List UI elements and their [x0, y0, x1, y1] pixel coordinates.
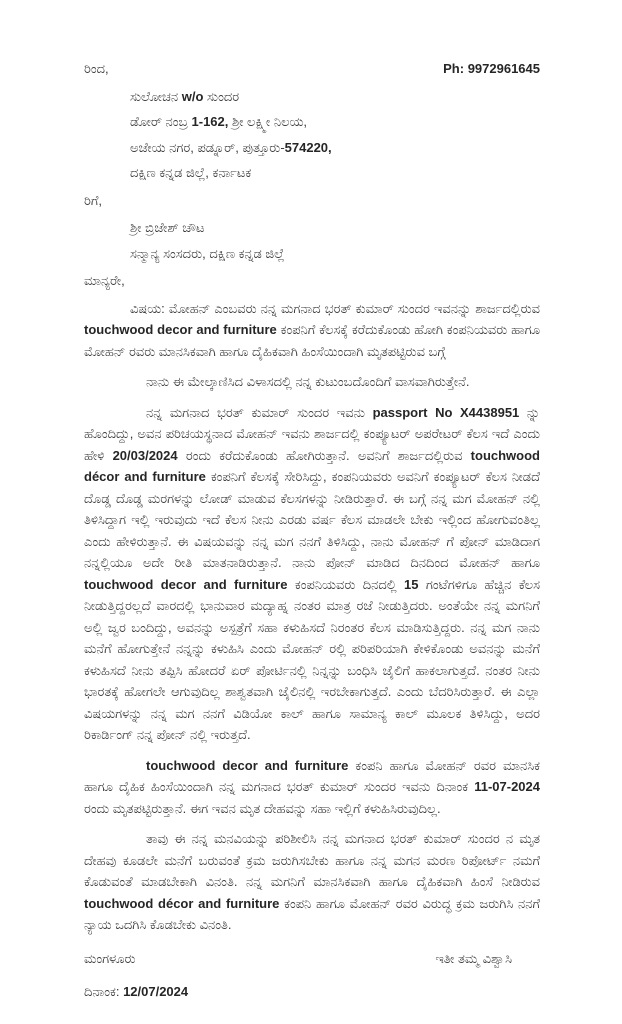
from-label: ರಿಂದ, [84, 61, 109, 76]
residence-paragraph: ನಾನು ಈ ಮೇಲ್ಕಾಣಿಸಿದ ವಿಳಾಸದಲ್ಲಿ ನನ್ನ ಕುಟುಂಬದೊಂದಿಗೆ ವಾಸವಾಗಿರುತ್ತೇನೆ. [146, 374, 470, 389]
to-label: ರಿಗೆ, [84, 192, 103, 208]
salutation: ಮಾನ್ಯರೇ, [84, 273, 125, 288]
recipient-name: ಶ್ರೀ ಬ್ರಿಜೇಶ್ ಚೌಟ [130, 220, 205, 235]
phone-number: Ph: 9972961645 [443, 61, 540, 76]
sender-name-line: ಸುಲೋಚನ w/o ಸುಂದರ [130, 88, 240, 104]
subject-paragraph: ವಿಷಯ: ಮೋಹನ್ ಎಂಬವರು ನನ್ನ ಮಗನಾದ ಭರತ್ ಕುಮಾರ್ ಸುಂದರ ಇವನನ್ನು ಶಾರ್ಜದಲ್ಲಿರುವ touchwood decor and furniture ಕಂಪನಿಗೆ ಕೆಲಸಕ್ಕೆ ಕರೆದುಕೊಂಡು ಹೋಗಿ ಕಂಪನಿಯವರು ಹಾಗೂ ಮೋಹನ್ ರವರು ಮಾನಸಿಕವಾಗಿ ಹಾಗೂ ದೈಹಿಕವಾಗಿ ಹಿಂಸೆಯಿಂದಾಗಿ ಮೃತಪಟ್ಟಿರುವ ಬಗ್ಗೆ [84, 300, 541, 359]
sender-district-line: ದಕ್ಷಿಣ ಕನ್ನಡ ಜಿಲ್ಲೆ, ಕರ್ನಾಟಕ [130, 165, 252, 180]
date-line: ದಿನಾಂಕ: 12/07/2024 [84, 984, 189, 999]
complaint-details-paragraph: ನನ್ನ ಮಗನಾದ ಭರತ್ ಕುಮಾರ್ ಸುಂದರ ಇವನು passport No X4438951 ನ್ನು ಹೊಂದಿದ್ದು, ಅವನ ಪರಿಚಯಸ್ಥನಾದ ಮೋಹನ್ ಇವನು ಶಾರ್ಜದಲ್ಲಿ ಕಂಪ್ಯೂಟರ್ ಅಪರೇಟರ್ ಕೆಲಸ ಇದೆ ಎಂದು ಹೇಳಿ 20/03/2024 ರಂದು ಕರೆದುಕೊಂಡು ಹೋಗಿರುತ್ತಾನೆ. ಅವನಿಗೆ ಶಾರ್ಜದಲ್ಲಿರುವ touchwood décor and furniture ಕಂಪನಿಗೆ ಕೆಲಸಕ್ಕೆ ಸೇರಿಸಿದ್ದು, ಕಂಪನಿಯವರು ಅವನಿಗೆ ಕಂಪ್ಯೂಟರ್ ಕೆಲಸ ನೀಡದೆ ದೊಡ್ಡ ದೊಡ್ಡ ಮರಗಳನ್ನು ಲೋಡ್ ಮಾಡುವ ಕೆಲಸಗಳನ್ನು ನೀಡಿರುತ್ತಾರೆ. ಈ ಬಗ್ಗೆ ನನ್ನ ಮಗ ಮೋಹನ್ ನಲ್ಲಿ ತಿಳಿಸಿದ್ದಾಗ ಇಲ್ಲಿ ಇರುವುದು ಇದೆ ಕೆಲಸ ನೀನು ಎರಡು ವರ್ಷ ಕೆಲಸ ಮಾಡಲೇ ಬೇಕು ಇಲ್ಲಿಂದ ಹೋಗುವಂತಿಲ್ಲ ಎಂದು ಹೇಳಿರುತ್ತಾನೆ. ಈ ವಿಷಯವನ್ನು ನನ್ನ ಮಗ ನನಗೆ ತಿಳಿಸಿದ್ದು, ನಾನು ಮೋಹನ್ ಗೆ ಪೋನ್ ಮಾಡಿದಾಗ ನನ್ನಲ್ಲಿಯೂ ಅದೇ ರೀತಿ ಮಾತನಾಡಿರುತ್ತಾನೆ. ನಾನು ಪೋನ್ ಮಾಡಿದ ದಿನದಿಂದ ಮೋಹನ್ ಹಾಗೂ touchwood decor and furniture ಕಂಪನಿಯವರು ದಿನದಲ್ಲಿ 15 ಗಂಟೆಗಳಿಗೂ ಹೆಚ್ಚಿನ ಕೆಲಸ ನೀಡುತ್ತಿದ್ದರಲ್ಲದೆ ವಾರದಲ್ಲಿ ಭಾನುವಾರ ಮದ್ಯಾಹ್ನ ನಂತರ ಮಾತ್ರ ರಜೆ ನೀಡುತ್ತಿದರು. ಅಂತೆಯೇ ನನ್ನ ಮಗನಿಗೆ ಅಲ್ಲಿ ಜ್ವರ ಬಂದಿದ್ದು, ಅವನನ್ನು ಅಸ್ಪತ್ರೆಗೆ ಸಹಾ ಕಳುಹಿಸದೆ ನಿರಂತರ ಕೆಲಸ ಮಾಡಿಸುತ್ತಿದ್ದರು. ನನ್ನ ಮಗ ನಾನು ಮನೆಗೆ ಹೋಗುತ್ತೇನೆ ನನ್ನನ್ನು ಕಳುಹಿಸಿ ಎಂದು ಮೋಹನ್ ರಲ್ಲಿ ಪರಿಪರಿಯಾಗಿ ಕೇಳಿಕೊಂಡು ಅವನನ್ನು ಮನೆಗೆ ಕಳುಹಿಸದೆ ನೀನು ತಪ್ಪಿಸಿ ಹೋದರೆ ಏರ್ ಪೋರ್ಟಿನಲ್ಲಿ ನಿನ್ನನ್ನು ಬಂಧಿಸಿ ಜೈಲಿಗೆ ಹಾಕಲಾಗುತ್ತದೆ. ನಂತರ ನೀನು ಭಾರತಕ್ಕೆ ಹೋಗಲೇ ಆಗುವುದಿಲ್ಲ ಶಾಶ್ವತವಾಗಿ ಜೈಲಿನಲ್ಲಿ ಇರಬೇಕಾಗುತ್ತದೆ. ಎಂದು ಬೆದರಿಸಿರುತ್ತಾರೆ. ಈ ಎಲ್ಲಾ ವಿಷಯಗಳನ್ನು ನನ್ನ ಮಗ ನನಗೆ ವಿಡಿಯೋ ಕಾಲ್ ಹಾಗೂ ಸಾಮಾನ್ಯ ಕಾಲ್ ಮೂಲಕ ತಿಳಿಸಿದ್ದು, ಅದರ ರಿಕಾರ್ಡಿಂಗ್ ನನ್ನ ಪೋನ್ ನಲ್ಲಿ ಇರುತ್ತದೆ. [84, 404, 541, 742]
sender-area-line: ಅಜೇಯ ನಗರ, ಪಡ್ನೂರ್, ಪುತ್ತೂರು-574220, [130, 139, 332, 155]
request-paragraph: ತಾವು ಈ ನನ್ನ ಮನವಿಯನ್ನು ಪರಿಶೀಲಿಸಿ ನನ್ನ ಮಗನಾದ ಭರತ್ ಕುಮಾರ್ ಸುಂದರ ನ ಮೃತ ದೇಹವು ಕೂಡಲೇ ಮನೆಗೆ ಬರುವಂತೆ ಕ್ರಮ ಜರುಗಿಸಬೇಕು ಹಾಗೂ ನನ್ನ ಮಗನ ಮರಣ ರಿಪೋರ್ಟ್ ನಮಗೆ ಕೊಡುವಂತೆ ಮಾಡಬೇಕಾಗಿ ವಿನಂತಿ. ನನ್ನ ಮಗನಿಗೆ ಮಾನಸಿಕವಾಗಿ ಹಾಗೂ ದೈಹಿಕವಾಗಿ ಹಿಂಸೆ ನೀಡಿರುವ touchwood décor and furniture ಕಂಪನಿ ಹಾಗೂ ಮೋಹನ್ ರವರ ವಿರುದ್ಧ ಕ್ರಮ ಜರುಗಿಸಿ ನನಗೆ ನ್ಯಾಯ ಒದಗಿಸಿ ಕೊಡಬೇಕು ವಿನಂತಿ. [84, 831, 540, 932]
sender-door-line: ಡೋರ್ ನಂಬ್ರ 1-162, ಶ್ರೀ ಲಕ್ಷ್ಮೀ ನಿಲಯ, [130, 114, 308, 129]
sender-address [130, 84, 540, 186]
recipient-address [130, 215, 540, 266]
letter-header [84, 58, 540, 80]
death-news-paragraph: touchwood decor and furniture ಕಂಪನಿ ಹಾಗೂ ಮೋಹನ್ ರವರ ಮಾನಸಿಕ ಹಾಗೂ ದೈಹಿಕ ಹಿಂಸೆಯಿಂದಾಗಿ ನನ್ನ ಮಗನಾದ ಭರತ್ ಕುಮಾರ್ ಸುಂದರ ಇವನು ದಿನಾಂಕ 11-07-2024 ರಂದು ಮೃತಪಟ್ಟಿರುತ್ತಾನೆ. ಈಗ ಇವನ ಮೃತ ದೇಹವನ್ನು ಸಹಾ ಇಲ್ಲಿಗೆ ಕಳುಹಿಸಿರುವುದಿಲ್ಲ. [84, 757, 540, 816]
signature-place: ಮಂಗಳೂರು [84, 950, 136, 966]
signature-block [84, 948, 540, 970]
recipient-title: ಸನ್ಮಾನ್ಯ ಸಂಸದರು, ದಕ್ಷಿಣ ಕನ್ನಡ ಜಿಲ್ಲೆ [130, 245, 285, 261]
signature-closing: ಇತೀ ತಮ್ಮ ವಿಶ್ವಾಸಿ [435, 950, 512, 966]
